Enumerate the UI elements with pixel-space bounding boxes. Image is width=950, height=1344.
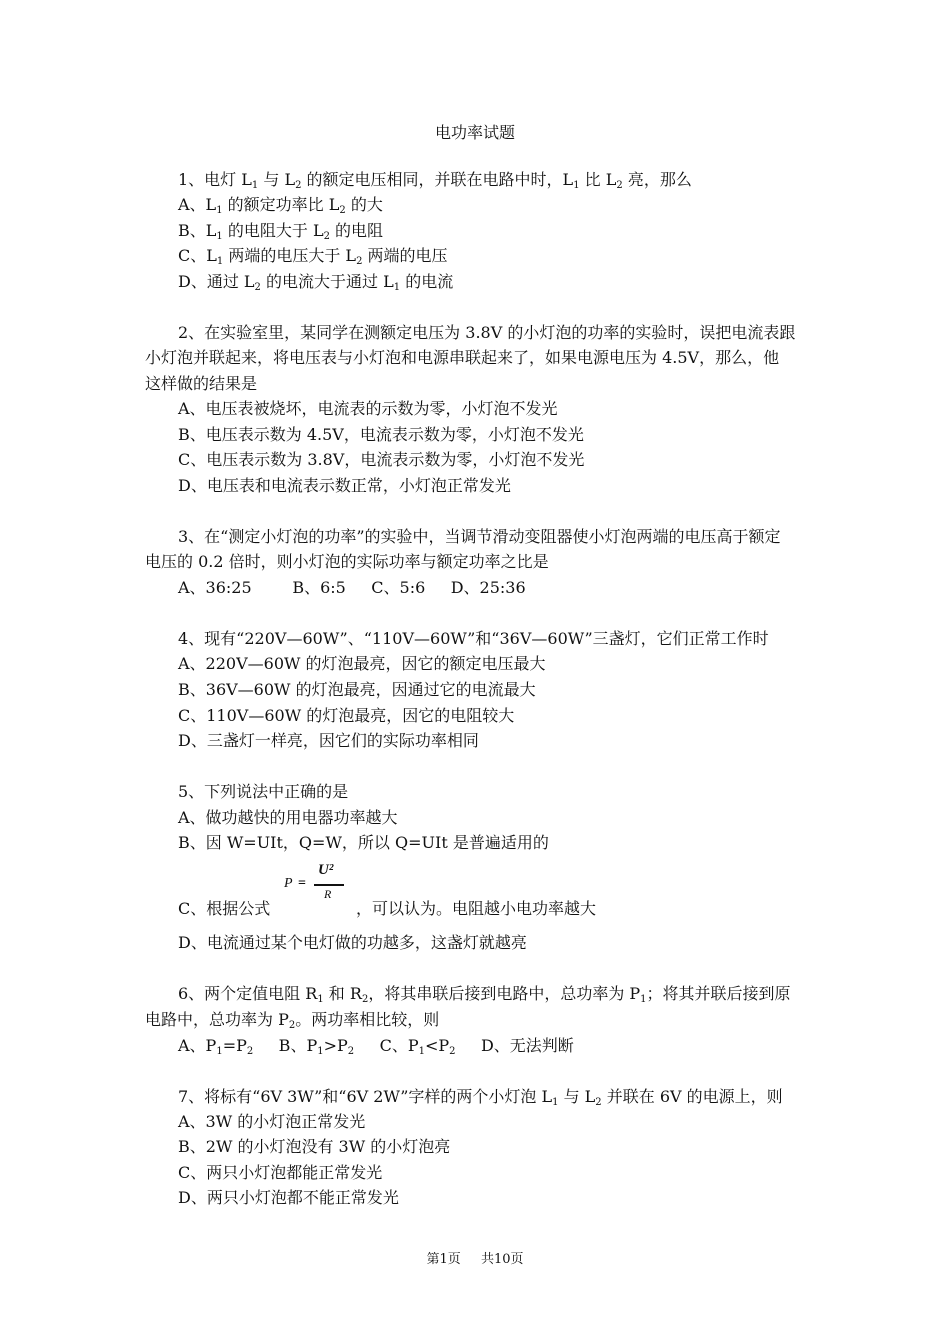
- subscript: 1: [216, 231, 223, 242]
- text-run: 与 L: [558, 1087, 596, 1106]
- power-formula: [284, 862, 348, 902]
- formula-numerator: U²: [318, 862, 334, 878]
- q2-option-d: D、电压表和电流表示数正常，小灯泡正常发光: [178, 476, 511, 495]
- subscript: 1: [317, 1046, 324, 1057]
- q4-option-d: D、三盏灯一样亮，因它们的实际功率相同: [178, 731, 479, 750]
- subscript: 1: [573, 180, 580, 191]
- text-run: A、P: [178, 1036, 217, 1055]
- q1-option-b: [178, 221, 383, 241]
- subscript: 2: [616, 180, 623, 191]
- q2-stem-line1: 2、在实验室里，某同学在测额定电压为 3.8V 的小灯泡的功率的实验时，误把电流表跟: [178, 323, 796, 342]
- subscript: 1: [251, 180, 259, 191]
- subscript: 1: [418, 1046, 425, 1057]
- formula-fraction-bar: [314, 884, 344, 886]
- text-run: D、无法判断: [455, 1036, 574, 1055]
- formula-equals: =: [298, 876, 306, 891]
- page-total: 共10页: [480, 1252, 524, 1267]
- text-run: <P: [424, 1036, 450, 1055]
- subscript: 2: [246, 1046, 254, 1057]
- text-run: =P: [222, 1036, 247, 1055]
- formula-denominator: R: [324, 887, 332, 901]
- text-run: 两端的电压: [362, 246, 448, 265]
- text-run: 的电流: [400, 272, 454, 291]
- q7-option-d: D、两只小灯泡都不能正常发光: [178, 1188, 399, 1207]
- text-run: ；将其并联后接到原: [646, 984, 791, 1003]
- q4-option-c: C、110V—60W 的灯泡最亮，因它的电阻较大: [178, 706, 515, 725]
- text-run: 两端的电压大于 L: [223, 246, 357, 265]
- q1-option-a: [178, 195, 383, 215]
- text-run: 7、将标有“6V 3W”和“6V 2W”字样的两个小灯泡 L: [178, 1087, 553, 1106]
- text-run: 和 R: [323, 984, 362, 1003]
- text-run: 的电阻大于 L: [222, 221, 324, 240]
- subscript: 2: [288, 1020, 296, 1031]
- subscript: 2: [323, 231, 330, 242]
- subscript: 1: [317, 994, 324, 1005]
- text-run: A、L: [178, 195, 217, 214]
- subscript: 2: [449, 1046, 456, 1057]
- formula-p: P: [284, 876, 293, 891]
- q2-option-a: A、电压表被烧坏，电流表的示数为零，小灯泡不发光: [178, 399, 558, 418]
- q6-stem-line1: [178, 984, 791, 1004]
- text-run: C、P: [354, 1036, 419, 1055]
- subscript: 1: [393, 282, 401, 293]
- page-footer: [0, 1248, 950, 1267]
- subscript: 1: [216, 205, 223, 216]
- text-run: 的电流大于通过 L: [260, 272, 394, 291]
- q1-option-c: [178, 246, 448, 266]
- text-run: 电路中，总功率为 P: [145, 1010, 289, 1029]
- q4-option-b: B、36V—60W 的灯泡最亮，因通过它的电流最大: [178, 680, 536, 699]
- text-run: 的额定功率比 L: [222, 195, 340, 214]
- q1-option-d: [178, 272, 453, 292]
- subscript: 2: [339, 205, 346, 216]
- subscript: 1: [552, 1097, 559, 1108]
- text-run: D、通过 L: [178, 272, 255, 291]
- q5-option-a: A、做功越快的用电器功率越大: [178, 808, 398, 827]
- subscript: 1: [216, 1046, 223, 1057]
- subscript: 2: [361, 994, 369, 1005]
- q3-stem-line2: 电压的 0.2 倍时，则小灯泡的实际功率与额定功率之比是: [145, 552, 549, 571]
- text-run: C、L: [178, 246, 217, 265]
- text-run: 的电阻: [329, 221, 384, 240]
- q7-option-b: B、2W 的小灯泡没有 3W 的小灯泡亮: [178, 1137, 451, 1156]
- text-run: 的额定电压相同，并联在电路中时，L: [301, 170, 574, 189]
- q4-stem: 4、现有“220V—60W”、“110V—60W”和“36V—60W”三盏灯，它们正常工作时: [178, 629, 769, 648]
- q5-option-c-prefix: C、根据公式: [178, 899, 271, 918]
- q2-option-c: C、电压表示数为 3.8V，电流表示数为零，小灯泡不发光: [178, 450, 585, 469]
- q5-option-d: D、电流通过某个电灯做的功越多，这盏灯就越亮: [178, 933, 527, 952]
- text-run: B、L: [178, 221, 217, 240]
- q7-option-c: C、两只小灯泡都能正常发光: [178, 1163, 383, 1182]
- q2-stem-line3: 这样做的结果是: [145, 374, 258, 393]
- document-title: 电功率试题: [434, 123, 515, 142]
- text-run: B、P: [253, 1036, 318, 1055]
- page-number: 第1页: [426, 1252, 461, 1267]
- q6-options: [178, 1036, 574, 1056]
- q5-option-b: B、因 W=UIt，Q=W，所以 Q=UIt 是普遍适用的: [178, 833, 549, 852]
- subscript: 2: [295, 180, 302, 191]
- text-run: 并联在 6V 的电源上，则: [601, 1087, 783, 1106]
- q7-stem: [178, 1087, 783, 1107]
- text-run: 比 L: [579, 170, 617, 189]
- q6-stem-line2: [145, 1010, 439, 1030]
- q1-stem: [178, 170, 692, 190]
- text-run: 。两功率相比较，则: [295, 1010, 440, 1029]
- q5-option-c-suffix: ，可以认为。电阻越小电功率越大: [356, 899, 597, 918]
- subscript: 2: [356, 256, 363, 267]
- text-run: 的大: [345, 195, 383, 214]
- text-run: ，将其串联后接到电路中，总功率为 P: [368, 984, 641, 1003]
- text-run: 与 L: [258, 170, 296, 189]
- subscript: 1: [640, 994, 647, 1005]
- subscript: 2: [347, 1046, 355, 1057]
- q2-option-b: B、电压表示数为 4.5V，电流表示数为零，小灯泡不发光: [178, 425, 584, 444]
- text-run: 6、两个定值电阻 R: [178, 984, 318, 1003]
- text-run: 亮，那么: [622, 170, 692, 189]
- text-run: >P: [323, 1036, 348, 1055]
- subscript: 1: [216, 256, 224, 267]
- q2-stem-line2: 小灯泡并联起来，将电压表与小灯泡和电源串联起来了，如果电源电压为 4.5V，那么，他: [145, 348, 780, 367]
- text-run: 1、电灯 L: [178, 170, 252, 189]
- q4-option-a: A、220V—60W 的灯泡最亮，因它的额定电压最大: [178, 654, 546, 673]
- q3-stem-line1: 3、在“测定小灯泡的功率”的实验中，当调节滑动变阻器使小灯泡两端的电压高于额定: [178, 527, 781, 546]
- subscript: 2: [595, 1097, 602, 1108]
- q7-option-a: A、3W 的小灯泡正常发光: [178, 1112, 366, 1131]
- q5-stem: 5、下列说法中正确的是: [178, 782, 349, 801]
- subscript: 2: [254, 282, 261, 293]
- q3-options: A、36:25 B、6:5 C、5:6 D、25:36: [178, 578, 526, 597]
